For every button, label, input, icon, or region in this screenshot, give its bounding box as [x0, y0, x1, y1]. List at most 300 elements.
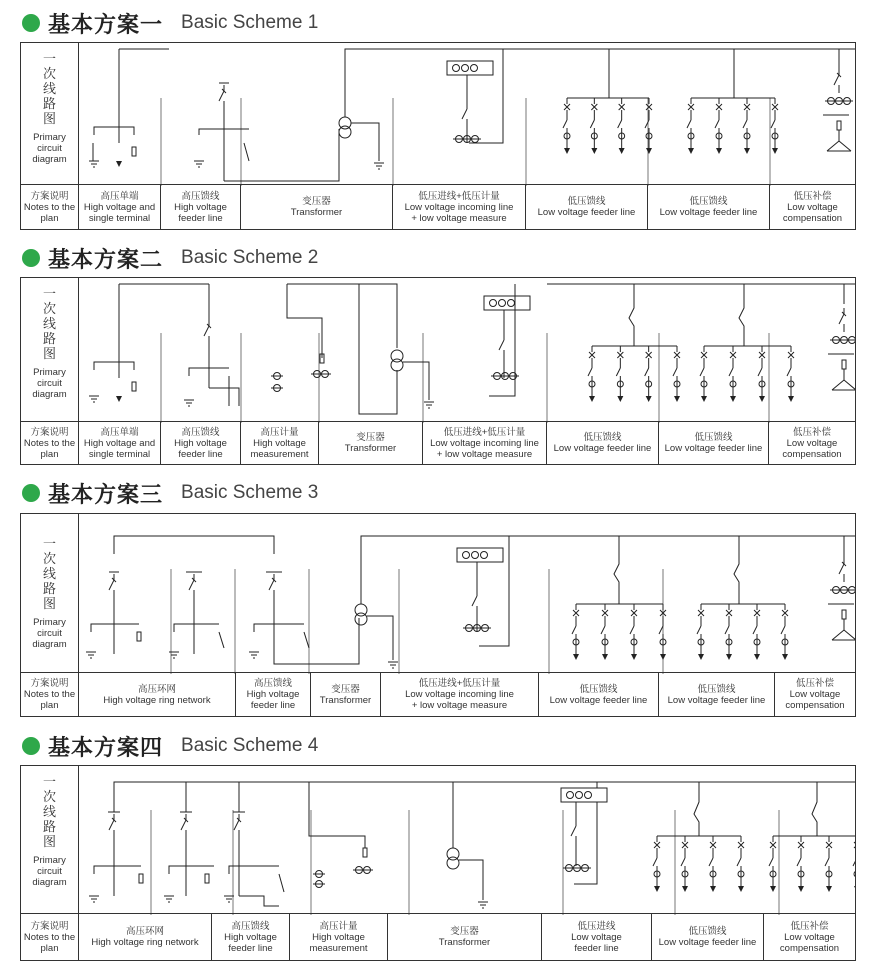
wire — [812, 782, 817, 836]
column-label-en: Notes to the — [23, 437, 76, 449]
side-label-en: Primary circuit diagram — [32, 367, 67, 400]
switch-blade-icon — [771, 120, 775, 128]
column-label — [21, 914, 79, 960]
column-label — [423, 422, 547, 464]
column-label — [212, 914, 290, 960]
column-label-cn: 低压进线+低压计量 — [418, 190, 500, 202]
column-label-cn: 变压器 — [450, 926, 479, 937]
switch-blade-icon — [700, 368, 704, 376]
breaker-icon — [219, 91, 224, 101]
switch-blade-icon — [616, 368, 620, 376]
column-label-en: Low voltage — [787, 201, 838, 213]
arrow-down-icon — [688, 148, 694, 154]
column-label — [659, 673, 775, 716]
wire — [345, 49, 503, 143]
side-label-en: Primary circuit diagram — [32, 132, 67, 165]
arrow-down-icon — [772, 148, 778, 154]
column-label — [769, 422, 855, 464]
column-label — [648, 185, 770, 229]
arrow-down-icon — [654, 886, 660, 892]
bus-bar — [114, 782, 855, 812]
wire — [254, 624, 304, 632]
column-label-cn: 方案说明 — [30, 678, 69, 689]
column-label — [311, 673, 381, 716]
switch-blade-icon — [645, 120, 649, 128]
wire — [244, 143, 249, 161]
arrow-down-icon — [564, 148, 570, 154]
wire — [239, 896, 279, 906]
column-labels — [21, 184, 855, 229]
wire — [629, 284, 634, 346]
breaker-icon — [839, 564, 844, 574]
column-label-en: plan — [40, 942, 59, 954]
scheme-title-en: Basic Scheme 3 — [181, 482, 319, 503]
column-label — [547, 422, 659, 464]
wire — [174, 624, 219, 632]
side-label-cn: 一 次 线 路 图 — [42, 51, 56, 126]
wire — [94, 866, 141, 874]
scheme-table — [20, 765, 856, 961]
scheme-title-en: Basic Scheme 1 — [181, 12, 319, 33]
column-label-en: measurement — [309, 942, 368, 954]
column-label-cn: 高压计量 — [319, 920, 358, 932]
wire — [94, 362, 134, 370]
scheme-heading — [22, 8, 318, 38]
column-label — [770, 185, 855, 229]
switch-blade-icon — [737, 858, 741, 866]
column-label-en: Low voltage feeder line — [664, 443, 763, 454]
column-label — [393, 185, 526, 229]
arrow-down-icon — [660, 654, 666, 660]
switch-blade-icon — [499, 340, 504, 350]
primary-circuit-diagram — [79, 43, 855, 186]
arrow-down-icon — [646, 148, 652, 154]
arrow-down-icon — [788, 396, 794, 402]
wire — [274, 618, 359, 664]
meter-icon — [471, 65, 478, 72]
switch-blade-icon — [462, 109, 467, 119]
column-label — [161, 185, 241, 229]
arrow-down-icon — [674, 396, 680, 402]
fuse-icon — [132, 147, 136, 156]
wire — [304, 632, 309, 648]
scheme-title-cn: 基本方案一 — [48, 11, 164, 37]
capacitor-icon — [844, 380, 855, 390]
switch-blade-icon — [601, 626, 605, 634]
column-label-en: High voltage ring network — [91, 937, 199, 948]
arrow-down-icon — [701, 396, 707, 402]
wire — [734, 536, 739, 604]
side-label-en: Primary circuit diagram — [32, 617, 67, 650]
column-label-en: High voltage and — [83, 201, 156, 213]
side-label-en: Primary circuit diagram — [32, 855, 67, 888]
breaker-icon — [839, 314, 844, 324]
scheme-heading — [22, 731, 318, 761]
column-label-en: Low voltage — [784, 931, 835, 943]
column-label-cn: 变压器 — [331, 683, 360, 695]
breaker-icon — [834, 75, 839, 85]
column-label-en: single terminal — [88, 448, 151, 460]
column-label-en: compensation — [782, 212, 843, 224]
side-label — [21, 43, 79, 186]
transformer-icon — [339, 126, 351, 138]
column-label-cn: 方案说明 — [30, 190, 69, 202]
arrow-down-icon — [710, 886, 716, 892]
switch-blade-icon — [681, 858, 685, 866]
column-label-cn: 低压补偿 — [790, 920, 829, 932]
column-label-en: compensation — [782, 448, 842, 460]
scheme-title-en: Basic Scheme 2 — [181, 247, 319, 268]
column-label-en: High voltage — [246, 689, 300, 700]
arrow-down-icon — [738, 886, 744, 892]
column-label — [659, 422, 769, 464]
column-label — [236, 673, 311, 716]
arrow-down-icon — [744, 148, 750, 154]
column-label-en: Low voltage — [786, 437, 838, 449]
arrow-down-icon — [619, 148, 625, 154]
column-label-cn: 方案说明 — [30, 426, 69, 438]
bus-bar — [114, 536, 274, 554]
column-label — [542, 914, 652, 960]
scheme-table — [20, 42, 856, 230]
side-label-cn: 一 次 线 路 图 — [42, 774, 56, 849]
switch-blade-icon — [588, 368, 592, 376]
column-label-en: Low voltage incoming line — [430, 437, 539, 449]
column-labels — [21, 421, 855, 464]
column-label-en: Notes to the — [23, 201, 76, 213]
column-label-en: plan — [40, 700, 59, 711]
capacitor-icon — [827, 141, 839, 151]
switch-blade-icon — [572, 626, 576, 634]
arrow-down-icon — [602, 654, 608, 660]
column-label-en: single terminal — [88, 212, 151, 224]
column-label — [652, 914, 764, 960]
breaker-icon — [109, 580, 114, 590]
side-label — [21, 278, 79, 423]
column-label-en: Low voltage incoming line — [405, 689, 514, 700]
switch-blade-icon — [687, 120, 691, 128]
scheme-title-cn: 基本方案四 — [48, 734, 164, 760]
wire — [351, 123, 379, 161]
column-label — [21, 673, 79, 716]
wire — [229, 866, 279, 874]
switch-blade-icon — [618, 120, 622, 128]
column-label-cn: 低压进线+低压计量 — [418, 678, 501, 689]
switch-blade-icon — [590, 120, 594, 128]
column-label — [241, 422, 319, 464]
fuse-icon — [205, 874, 209, 883]
wire — [91, 624, 139, 632]
column-label-en: High voltage — [224, 931, 277, 943]
column-label-en: Low voltage feeder line — [659, 207, 758, 218]
column-label-en: feeder line — [178, 212, 223, 224]
switch-blade-icon — [571, 826, 576, 836]
scheme-title-en: Basic Scheme 4 — [181, 735, 319, 756]
column-label-en: High voltage — [253, 437, 306, 449]
column-label-cn: 低压馈线 — [694, 432, 733, 443]
fuse-icon — [842, 360, 846, 369]
column-label-en: Transformer — [319, 694, 372, 706]
fuse-icon — [842, 610, 846, 619]
switch-blade-icon — [743, 120, 747, 128]
primary-circuit-diagram — [79, 514, 855, 674]
column-label-cn: 高压环网 — [137, 683, 176, 695]
bullet-dot-icon — [22, 484, 40, 502]
switch-blade-icon — [709, 858, 713, 866]
wire — [169, 866, 214, 874]
column-label — [79, 422, 161, 464]
arrow-down-icon — [646, 396, 652, 402]
column-label-cn: 高压馈线 — [181, 426, 220, 438]
column-label-cn: 低压馈线 — [688, 926, 727, 937]
column-label-cn: 变压器 — [302, 196, 331, 207]
column-label-en: feeder line — [228, 942, 273, 954]
arrow-down-icon — [826, 886, 832, 892]
switch-blade-icon — [715, 120, 719, 128]
side-label-cn: 一 次 线 路 图 — [42, 286, 56, 361]
breaker-icon — [234, 820, 239, 830]
column-label-cn: 高压计量 — [260, 426, 299, 438]
column-label-en: feeder line — [250, 700, 296, 711]
transformer-icon — [447, 857, 459, 869]
fuse-icon — [137, 632, 141, 641]
switch-blade-icon — [729, 368, 733, 376]
switch-blade-icon — [673, 368, 677, 376]
transformer-icon — [355, 613, 367, 625]
switch-blade-icon — [797, 858, 801, 866]
column-label — [764, 914, 855, 960]
arrow-down-icon — [770, 886, 776, 892]
wire — [614, 536, 619, 604]
column-label — [161, 422, 241, 464]
bullet-dot-icon — [22, 737, 40, 755]
current-transformer-icon — [854, 871, 855, 877]
switch-blade-icon — [697, 626, 701, 634]
capacitor-icon — [844, 630, 855, 640]
switch-blade-icon — [753, 626, 757, 634]
wire — [287, 284, 322, 358]
bullet-dot-icon — [22, 14, 40, 32]
column-label-en: feeder line — [574, 942, 619, 954]
wire — [739, 284, 744, 346]
primary-circuit-diagram — [79, 278, 855, 423]
meter-icon — [508, 300, 515, 307]
column-label-cn: 低压馈线 — [579, 683, 618, 695]
fuse-icon — [132, 382, 136, 391]
column-label-en: Low voltage incoming line — [404, 201, 514, 213]
arrow-down-icon — [716, 148, 722, 154]
meter-icon — [453, 65, 460, 72]
switch-blade-icon — [630, 626, 634, 634]
column-label-en: feeder line — [178, 448, 223, 460]
side-label — [21, 766, 79, 915]
capacitor-icon — [832, 630, 844, 640]
column-label-en: + low voltage measure — [436, 448, 533, 460]
switch-blade-icon — [472, 596, 477, 606]
column-label-en: Notes to the — [23, 689, 76, 700]
column-label-cn: 方案说明 — [30, 920, 69, 932]
column-label-cn: 低压馈线 — [697, 683, 736, 695]
column-label-cn: 高压单端 — [100, 190, 139, 202]
primary-circuit-diagram — [79, 766, 855, 915]
arrow-down-icon — [116, 396, 122, 402]
column-label-en: + low voltage measure — [411, 212, 507, 224]
column-labels — [21, 913, 855, 960]
fuse-icon — [139, 874, 143, 883]
column-label-cn: 高压馈线 — [231, 920, 270, 932]
column-label — [79, 914, 212, 960]
column-label-en: Low voltage feeder line — [667, 694, 766, 706]
arrow-down-icon — [730, 396, 736, 402]
column-label — [21, 422, 79, 464]
arrow-down-icon — [617, 396, 623, 402]
arrow-down-icon — [631, 654, 637, 660]
arrow-down-icon — [573, 654, 579, 660]
column-label-cn: 低压补偿 — [792, 426, 831, 438]
column-label-en: Low voltage feeder line — [549, 694, 648, 706]
column-label — [241, 185, 393, 229]
column-label-cn: 变压器 — [356, 432, 385, 443]
column-label-en: High voltage and — [83, 437, 156, 449]
switch-blade-icon — [787, 368, 791, 376]
switch-blade-icon — [563, 120, 567, 128]
column-label — [775, 673, 855, 716]
meter-icon — [499, 300, 506, 307]
arrow-down-icon — [782, 654, 788, 660]
breaker-icon — [204, 326, 209, 336]
switch-blade-icon — [853, 858, 855, 866]
switch-blade-icon — [645, 368, 649, 376]
arrow-down-icon — [589, 396, 595, 402]
wire — [219, 632, 224, 648]
wire — [367, 616, 393, 660]
column-label — [388, 914, 542, 960]
wire — [694, 782, 699, 836]
scheme-table — [20, 513, 856, 717]
column-label-en: Low voltage feeder line — [537, 207, 636, 218]
column-label-cn: 低压馈线 — [583, 432, 622, 443]
column-label-cn: 低压补偿 — [793, 190, 832, 202]
switch-blade-icon — [825, 858, 829, 866]
wire — [403, 362, 429, 400]
scheme-heading — [22, 478, 318, 508]
column-label — [319, 422, 423, 464]
column-label-en: Low voltage — [571, 931, 622, 943]
fuse-icon — [363, 848, 367, 857]
column-label-en: Transformer — [290, 207, 343, 218]
column-labels — [21, 672, 855, 716]
meter-icon — [585, 792, 592, 799]
column-label-en: + low voltage measure — [411, 700, 508, 711]
switch-blade-icon — [653, 858, 657, 866]
column-label-en: plan — [40, 212, 59, 224]
arrow-down-icon — [116, 161, 122, 167]
arrow-down-icon — [726, 654, 732, 660]
arrow-down-icon — [854, 886, 855, 892]
capacitor-icon — [832, 380, 844, 390]
wire — [287, 284, 397, 348]
column-label — [21, 185, 79, 229]
wire — [94, 127, 134, 135]
meter-icon — [576, 792, 583, 799]
wire — [459, 860, 483, 900]
wire — [279, 874, 284, 892]
switch-blade-icon — [769, 858, 773, 866]
column-label-cn: 高压单端 — [100, 426, 139, 438]
wire — [309, 782, 365, 848]
breaker-icon — [269, 580, 274, 590]
column-label-en: plan — [40, 448, 59, 460]
capacitor-icon — [839, 141, 851, 151]
meter-icon — [472, 552, 479, 559]
meter-icon — [567, 792, 574, 799]
arrow-down-icon — [759, 396, 765, 402]
meter-icon — [462, 65, 469, 72]
bullet-dot-icon — [22, 249, 40, 267]
column-label-cn: 低压补偿 — [795, 678, 834, 689]
arrow-down-icon — [682, 886, 688, 892]
column-label-en: compensation — [779, 942, 840, 954]
column-label-en: compensation — [785, 700, 845, 711]
arrow-down-icon — [754, 654, 760, 660]
column-label-en: Low voltage feeder line — [658, 937, 757, 948]
column-label-en: Low voltage — [789, 689, 841, 700]
scheme-title-cn: 基本方案二 — [48, 246, 164, 272]
scheme-heading — [22, 243, 318, 273]
column-label-en: High voltage ring network — [103, 694, 211, 706]
column-label-cn: 高压馈线 — [253, 678, 292, 689]
column-label — [381, 673, 539, 716]
column-label-en: High voltage — [174, 201, 227, 213]
switch-blade-icon — [758, 368, 762, 376]
column-label-cn: 高压环网 — [125, 926, 164, 937]
breaker-icon — [181, 820, 186, 830]
meter-icon — [463, 552, 470, 559]
column-label-en: measurement — [250, 448, 309, 460]
meter-icon — [490, 300, 497, 307]
switch-blade-icon — [781, 626, 785, 634]
column-label-en: Transformer — [438, 937, 491, 948]
scheme-title-cn: 基本方案三 — [48, 481, 164, 507]
fuse-icon — [837, 121, 841, 130]
breaker-icon — [189, 580, 194, 590]
column-label-cn: 高压馈线 — [181, 190, 220, 202]
column-label-en: High voltage — [312, 931, 365, 943]
column-label-cn: 低压进线+低压计量 — [443, 426, 526, 438]
arrow-down-icon — [591, 148, 597, 154]
column-label-cn: 低压馈线 — [689, 196, 728, 207]
wire — [359, 284, 397, 414]
arrow-down-icon — [698, 654, 704, 660]
meter-icon — [481, 552, 488, 559]
switch-blade-icon — [659, 626, 663, 634]
column-label-en: High voltage — [174, 437, 227, 449]
side-label-cn: 一 次 线 路 图 — [42, 536, 56, 611]
column-label — [290, 914, 388, 960]
arrow-down-icon — [798, 886, 804, 892]
column-label — [539, 673, 659, 716]
column-label-cn: 低压进线 — [577, 920, 616, 932]
switch-blade-icon — [725, 626, 729, 634]
transformer-icon — [391, 359, 403, 371]
column-label-en: Notes to the — [23, 931, 76, 943]
column-label — [526, 185, 648, 229]
scheme-table — [20, 277, 856, 465]
column-label-cn: 低压馈线 — [567, 196, 606, 207]
wire — [209, 388, 239, 406]
column-label — [79, 185, 161, 229]
column-label-en: Transformer — [344, 443, 397, 454]
